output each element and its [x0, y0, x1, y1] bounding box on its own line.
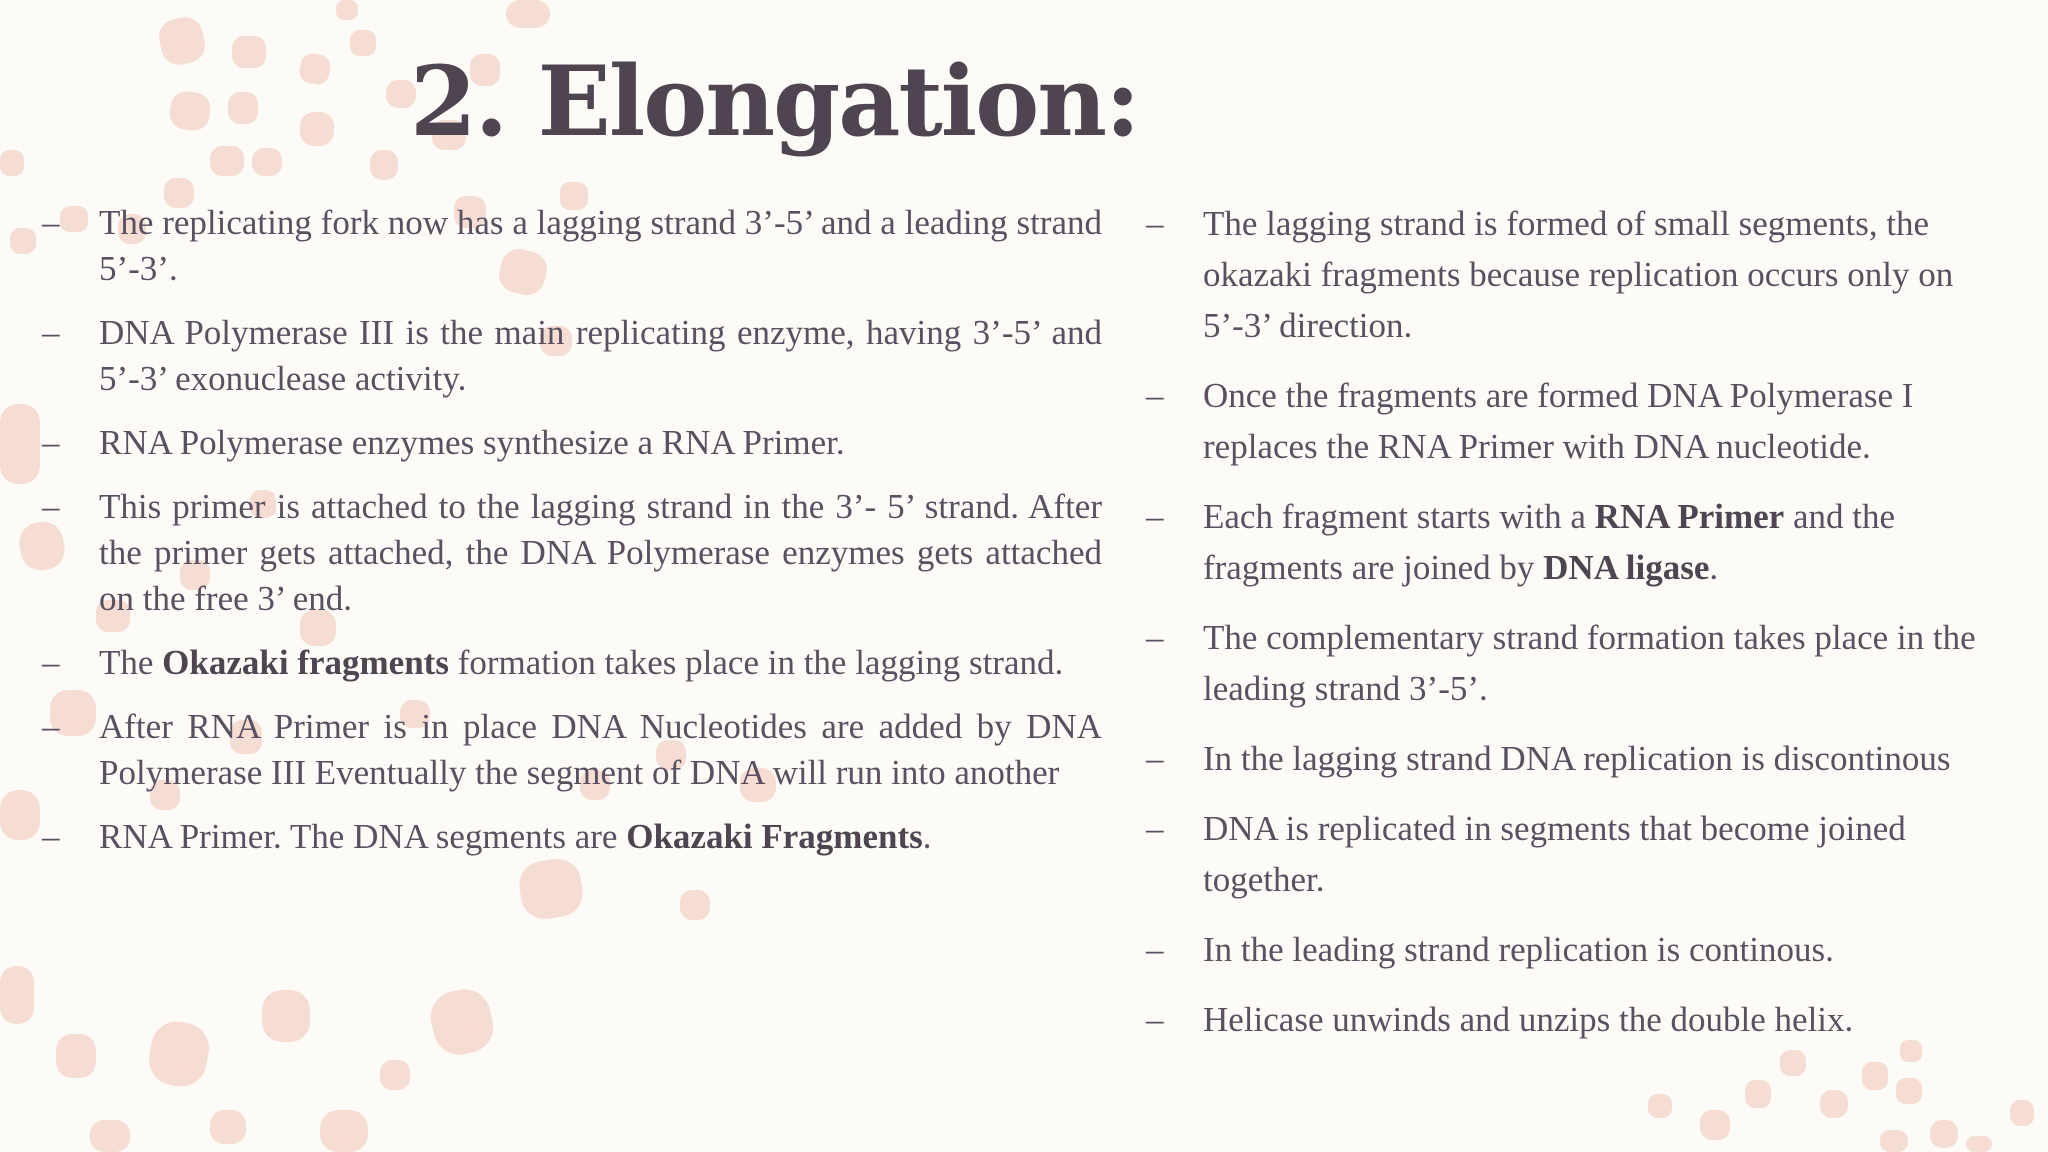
slide-title: 2. Elongation: — [410, 45, 1139, 158]
list-item — [1146, 924, 2018, 975]
list-item — [42, 310, 1102, 402]
list-item — [1146, 733, 2018, 784]
bullet-dash: – — [1146, 809, 1164, 848]
list-item — [1146, 994, 2018, 1045]
bullet-text: The lagging strand is formed of small segments, the okazaki fragments because replication occurs only on 5’-3’ direction. — [1203, 204, 1954, 345]
bullet-dash: – — [1146, 376, 1164, 415]
list-item — [42, 484, 1102, 622]
bullet-text: RNA Polymerase enzymes synthesize a RNA Primer. — [99, 423, 845, 462]
bullet-text: The complementary strand formation takes place in the leading strand 3’-5’. — [1203, 618, 1976, 708]
list-item — [42, 640, 1102, 686]
bullet-text: DNA Polymerase III is the main replicating enzyme, having 3’-5’ and 5’-3’ exonuclease activity. — [99, 313, 1102, 398]
okazaki-fragments-term: Okazaki fragments — [162, 643, 449, 682]
right-bullet-list — [1146, 198, 2018, 1064]
bullet-dash: – — [42, 707, 60, 746]
bullet-dash: – — [42, 487, 60, 526]
bullet-text: In the leading strand replication is continous. — [1203, 930, 1834, 969]
bullet-text: Helicase unwinds and unzips the double helix. — [1203, 1000, 1854, 1039]
bullet-text: Each fragment starts with a RNA Primer and the fragments are joined by DNA ligase. — [1203, 497, 1895, 587]
list-item — [1146, 612, 2018, 714]
bullet-text: This primer is attached to the lagging strand in the 3’- 5’ strand. After the primer gets attached, the DNA Polymerase enzymes gets attached on the free 3’ end. — [99, 487, 1102, 618]
bullet-text: DNA is replicated in segments that become joined together. — [1203, 809, 1906, 899]
bullet-dash: – — [42, 423, 60, 462]
bullet-dash: – — [42, 817, 60, 856]
left-bullet-list — [42, 200, 1102, 878]
bullet-dash: – — [1146, 204, 1164, 243]
bullet-text: After RNA Primer is in place DNA Nucleotides are added by DNA Polymerase III Eventually the segment of DNA will run into another — [99, 707, 1102, 792]
list-item — [1146, 198, 2018, 351]
bullet-dash: – — [42, 203, 60, 242]
bullet-dash: – — [1146, 497, 1164, 536]
rna-primer-term: RNA Primer — [1594, 497, 1785, 536]
list-item — [42, 814, 1102, 860]
list-item — [1146, 491, 2018, 593]
bullet-text: The Okazaki fragments formation takes place in the lagging strand. — [99, 643, 1064, 682]
list-item — [42, 704, 1102, 796]
okazaki-fragments-term: Okazaki Fragments — [626, 817, 923, 856]
bullet-dash: – — [1146, 618, 1164, 657]
list-item — [1146, 370, 2018, 472]
bullet-text: Once the fragments are formed DNA Polymerase I replaces the RNA Primer with DNA nucleotide. — [1203, 376, 1914, 466]
list-item — [42, 420, 1102, 466]
list-item — [1146, 803, 2018, 905]
bullet-dash: – — [1146, 1000, 1164, 1039]
bullet-text: RNA Primer. The DNA segments are Okazaki Fragments. — [99, 817, 932, 856]
bullet-text: The replicating fork now has a lagging strand 3’-5’ and a leading strand 5’-3’. — [99, 203, 1102, 288]
bullet-dash: – — [1146, 930, 1164, 969]
bullet-text: In the lagging strand DNA replication is discontinous — [1203, 739, 1951, 778]
bullet-dash: – — [42, 313, 60, 352]
bullet-dash: – — [1146, 739, 1164, 778]
list-item — [42, 200, 1102, 292]
bullet-dash: – — [42, 643, 60, 682]
dna-ligase-term: DNA ligase — [1543, 548, 1710, 587]
